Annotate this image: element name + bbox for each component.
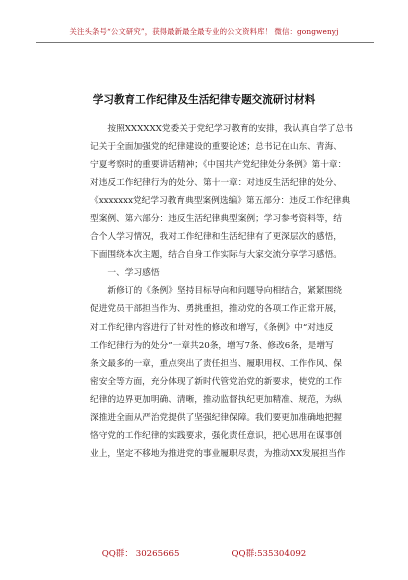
qq-group-1: QQ群： 30265665 [101, 549, 180, 559]
paragraph-line: 记关于全面加强党的纪律建设的重要论述；总书记在山东、青海、 [90, 142, 342, 153]
paragraph-line: 新修订的《条例》坚持目标导向和问题导向相结合，紧紧围绕 [90, 286, 342, 297]
paragraph-line: 纪律的边界更加明确、清晰，推动监督执纪更加精准、规范，为纵 [90, 394, 342, 405]
paragraph-line: 条文最多的一章，重点突出了责任担当、履职用权、工作作风、保 [90, 358, 342, 369]
paragraph-line: 宁夏考察时的重要讲话精神；《中国共产党纪律处分条例》第十章： [90, 160, 347, 171]
paragraph-line: 业上，坚定不移地为推进党的事业履职尽责，为推动XX发展担当作 [90, 448, 346, 459]
paragraph-line: 《xxxxxxx党纪学习教育典型案例选编》第五部分：违反工作纪律典 [90, 196, 351, 207]
header-banner: 关注头条号“公文研究”，获得最新最全最专业的公文资料库！ 微信：gongwenyj [69, 27, 339, 36]
section-heading: 一、学习感悟 [90, 268, 160, 279]
header-divider [36, 42, 374, 43]
document-body [90, 120, 360, 463]
document-title: 学习教育工作纪律及生活纪律专题交流研讨材料 [92, 94, 316, 106]
paragraph-line: 促进党员干部担当作为、勇挑重担，推动党的各项工作正常开展， [90, 304, 342, 315]
paragraph-line: 合个人学习情况，我对工作纪律和生活纪律有了更深层次的感悟， [90, 232, 342, 243]
paragraph-line: 型案例、第六部分：违反生活纪律典型案例；学习参考资料等，结 [90, 214, 342, 225]
paragraph-line: 恪守党的工作纪律的实践要求，强化责任意识，把心思用在谋事创 [90, 430, 342, 441]
paragraph-line: 按照XXXXXX党委关于党纪学习教育的安排，我认真自学了总书 [90, 124, 353, 134]
paragraph-line: 下面围绕本次主题，结合自身工作实际与大家交流分享学习感悟。 [90, 250, 342, 261]
qq-group-2: QQ群:535304092 [231, 549, 307, 559]
paragraph-line: 深推进全面从严治党提供了坚强纪律保障。我们要更加准确地把握 [90, 412, 342, 423]
paragraph-line: 对工作纪律内容进行了针对性的修改和增写，《条例》中“对违反 [90, 322, 334, 333]
paragraph-line: 对违反工作纪律行为的处分、第十一章：对违反生活纪律的处分、 [90, 178, 342, 189]
footer-contact [0, 547, 408, 559]
paragraph-line: 密安全等方面，充分体现了新时代管党治党的新要求，使党的工作 [90, 376, 342, 387]
paragraph-line: 工作纪律行为的处分”一章共20条，增写7条、修改6条，是增写 [90, 340, 334, 351]
